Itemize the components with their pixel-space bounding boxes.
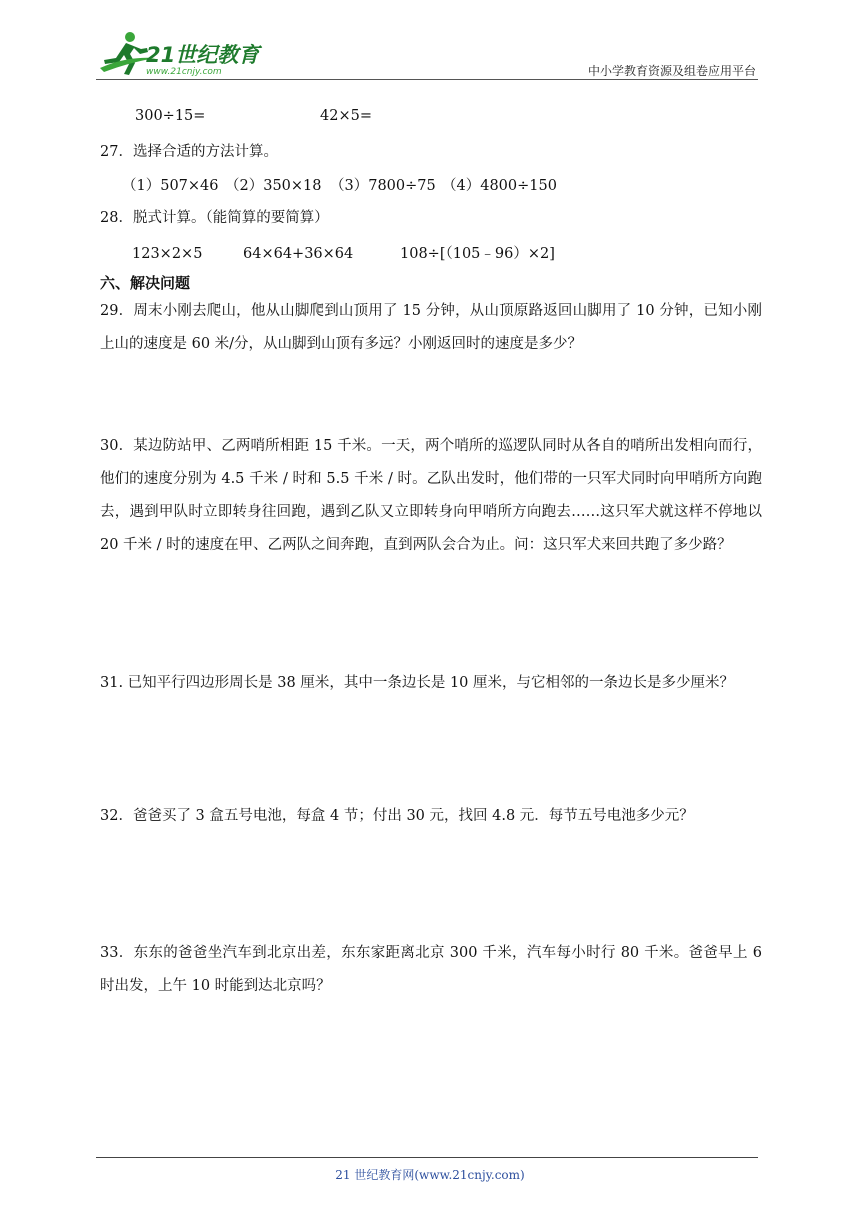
header-divider <box>96 79 758 80</box>
page-header <box>96 28 758 80</box>
q29-text: 29．周末小刚去爬山，他从山脚爬到山顶用了 15 分钟，从山顶原路返回山脚用了 10 分钟，已知小刚上山的速度是 60 米/分，从山脚到山顶有多远？小刚返回时的速度是多少？ <box>100 303 762 352</box>
q28-item-2: 64×64+36×64 <box>243 246 354 262</box>
q27-item-4: （4）4800÷150 <box>442 178 557 194</box>
q28-item-1: 123×2×5 <box>132 246 203 262</box>
platform-name: 中小学教育资源及组卷应用平台 <box>587 64 756 78</box>
section-6-title: 六、解决问题 <box>100 274 191 292</box>
q28-text: 28．脱式计算。（能简算的要简算） <box>100 210 329 226</box>
logo <box>96 28 266 78</box>
q33-text: 33．东东的爸爸坐汽车到北京出差，东东家距离北京 300 千米，汽车每小时行 80 千米。爸爸早上 6 时出发，上午 10 时能到达北京吗？ <box>100 945 762 994</box>
q30-text: 30．某边防站甲、乙两哨所相距 15 千米。一天，两个哨所的巡逻队同时从各自的哨所出发相向而行，他们的速度分别为 4.5 千米 / 时和 5.5 千米 / 时。乙队出发时，他们带的一只军犬同时向甲哨所方向跑去，遇到甲队时立即转身往回跑，遇到乙队又立即转身向甲哨所方向跑去……这只军犬就这样不停地以 20 千米 / 时的速度在甲、乙两队之间奔跑，直到两队会合为止。问：这只军犬来回共跑了多少路？ <box>100 438 762 553</box>
q28-item-3: 108÷[（105﹣96）×2] <box>400 246 555 262</box>
q31-text: 31. 已知平行四边形周长是 38 厘米，其中一条边长是 10 厘米，与它相邻的一条边长是多少厘米？ <box>100 675 735 691</box>
q32-text: 32．爸爸买了 3 盒五号电池，每盒 4 节；付出 30 元，找回 4.8 元．每节五号电池多少元？ <box>100 808 694 824</box>
q27-item-1: （1）507×46 <box>122 178 219 194</box>
footer-link[interactable]: 21 世纪教育网(www.21cnjy.com) <box>335 1168 525 1182</box>
q26-expr-2: 42×5= <box>320 108 372 124</box>
q27-item-3: （3）7800÷75 <box>330 178 436 194</box>
q26-expr-1: 300÷15= <box>135 108 206 124</box>
logo-url-text: www.21cnjy.com <box>146 67 222 77</box>
footer-divider <box>96 1157 758 1158</box>
q27-item-2: （2）350×18 <box>225 178 322 194</box>
q27-text: 27．选择合适的方法计算。 <box>100 144 278 160</box>
logo-main-text: 21世纪教育 <box>146 43 260 67</box>
